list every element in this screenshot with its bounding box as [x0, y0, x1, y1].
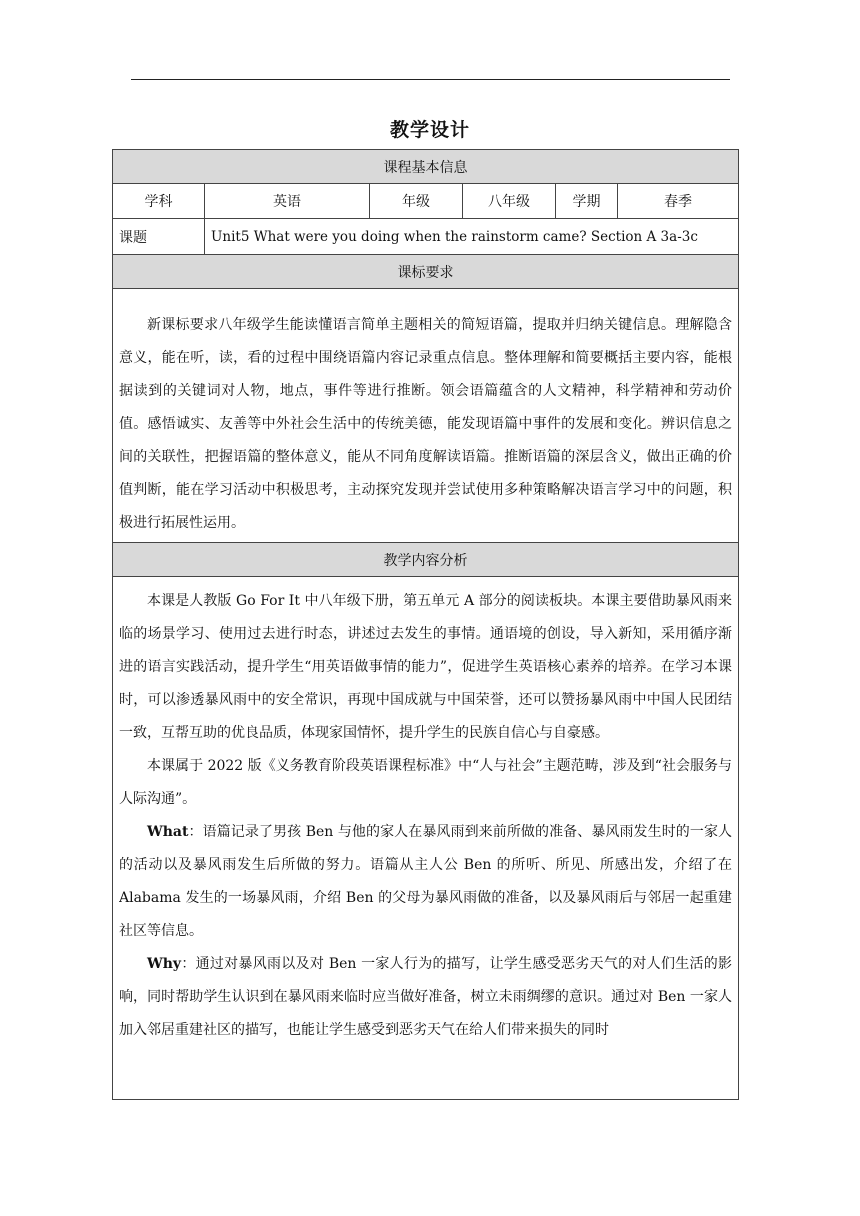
grade-label: 年级: [370, 184, 463, 219]
topic-value: Unit5 What were you doing when the rainstorm came? Section A 3a-3c: [205, 219, 739, 255]
teaching-design-table: [112, 149, 739, 1100]
subject-label: 学科: [113, 184, 205, 219]
content-analysis-body: [113, 577, 739, 1100]
curriculum-paragraph: 新课标要求八年级学生能读懂语言简单主题相关的简短语篇，提取并归纳关键信息。理解隐含意义，能在听，读，看的过程中围绕语篇内容记录重点信息。整体理解和简要概括主要内容，能根据读到的关键词对人物，地点，事件等进行推断。领会语篇蕴含的人文精神，科学精神和劳动价值。感悟诚实、友善等中外社会生活中的传统美德，能发现语篇中事件的发展和变化。辨识信息之间的关联性，把握语篇的整体意义，能从不同角度解读语篇。推断语篇的深层含义，做出正确的价值判断，能在学习活动中积极思考，主动探究发现并尝试使用多种策略解决语言学习中的问题，积极进行拓展性运用。: [119, 317, 733, 531]
what-text: ：语篇记录了男孩 Ben 与他的家人在暴风雨到来前所做的准备、暴风雨发生时的一家人的活动以及暴风雨发生后所做的努力。语篇从主人公 Ben 的所听、所见、所感出发，介绍了在 Alabama 发生的一场暴风雨，介绍 Ben 的父母为暴风雨做的准备，以及暴风雨后与邻居一起重建社区等信息。: [119, 824, 733, 939]
term-value: 春季: [618, 184, 739, 219]
basic-info-header: 课程基本信息: [113, 150, 739, 184]
content-paragraph-why: [119, 948, 732, 1047]
topic-label: 课题: [113, 219, 205, 255]
document-title: 教学设计: [389, 119, 470, 141]
curriculum-body: [113, 289, 739, 543]
why-text: ：通过对暴风雨以及对 Ben 一家人行为的描写，让学生感受恶劣天气的对人们生活的影响，同时帮助学生认识到在暴风雨来临时应当做好准备，树立未雨绸缪的意识。通过对 Ben 一家人加入邻居重建社区的描写，也能让学生感受到恶劣天气在给人们带来损失的同时: [119, 956, 733, 1038]
term-label: 学期: [556, 184, 618, 219]
subject-value: 英语: [205, 184, 370, 219]
curriculum-header: 课标要求: [113, 255, 739, 289]
content-paragraph-what: [119, 816, 732, 948]
grade-value: 八年级: [463, 184, 556, 219]
content-paragraph-2: 本课属于 2022 版《义务教育阶段英语课程标准》中“人与社会”主题范畴，涉及到“社会服务与人际沟通”。: [119, 758, 733, 807]
content-analysis-header: 教学内容分析: [113, 543, 739, 577]
content-paragraph-1: 本课是人教版 Go For It 中八年级下册，第五单元 A 部分的阅读板块。本课主要借助暴风雨来临的场景学习、使用过去进行时态，讲述过去发生的事情。通语境的创设，导入新知，采用循序渐进的语言实践活动，提升学生“用英语做事情的能力”，促进学生英语核心素养的培养。在学习本课时，可以渗透暴风雨中的安全常识，再现中国成就与中国荣誉，还可以赞扬暴风雨中中国人民团结一致，互帮互助的优良品质，体现家国情怀，提升学生的民族自信心与自豪感。: [119, 593, 733, 741]
why-lead: Why: [147, 956, 182, 972]
header-rule: [131, 79, 730, 80]
what-lead: What: [147, 824, 189, 840]
